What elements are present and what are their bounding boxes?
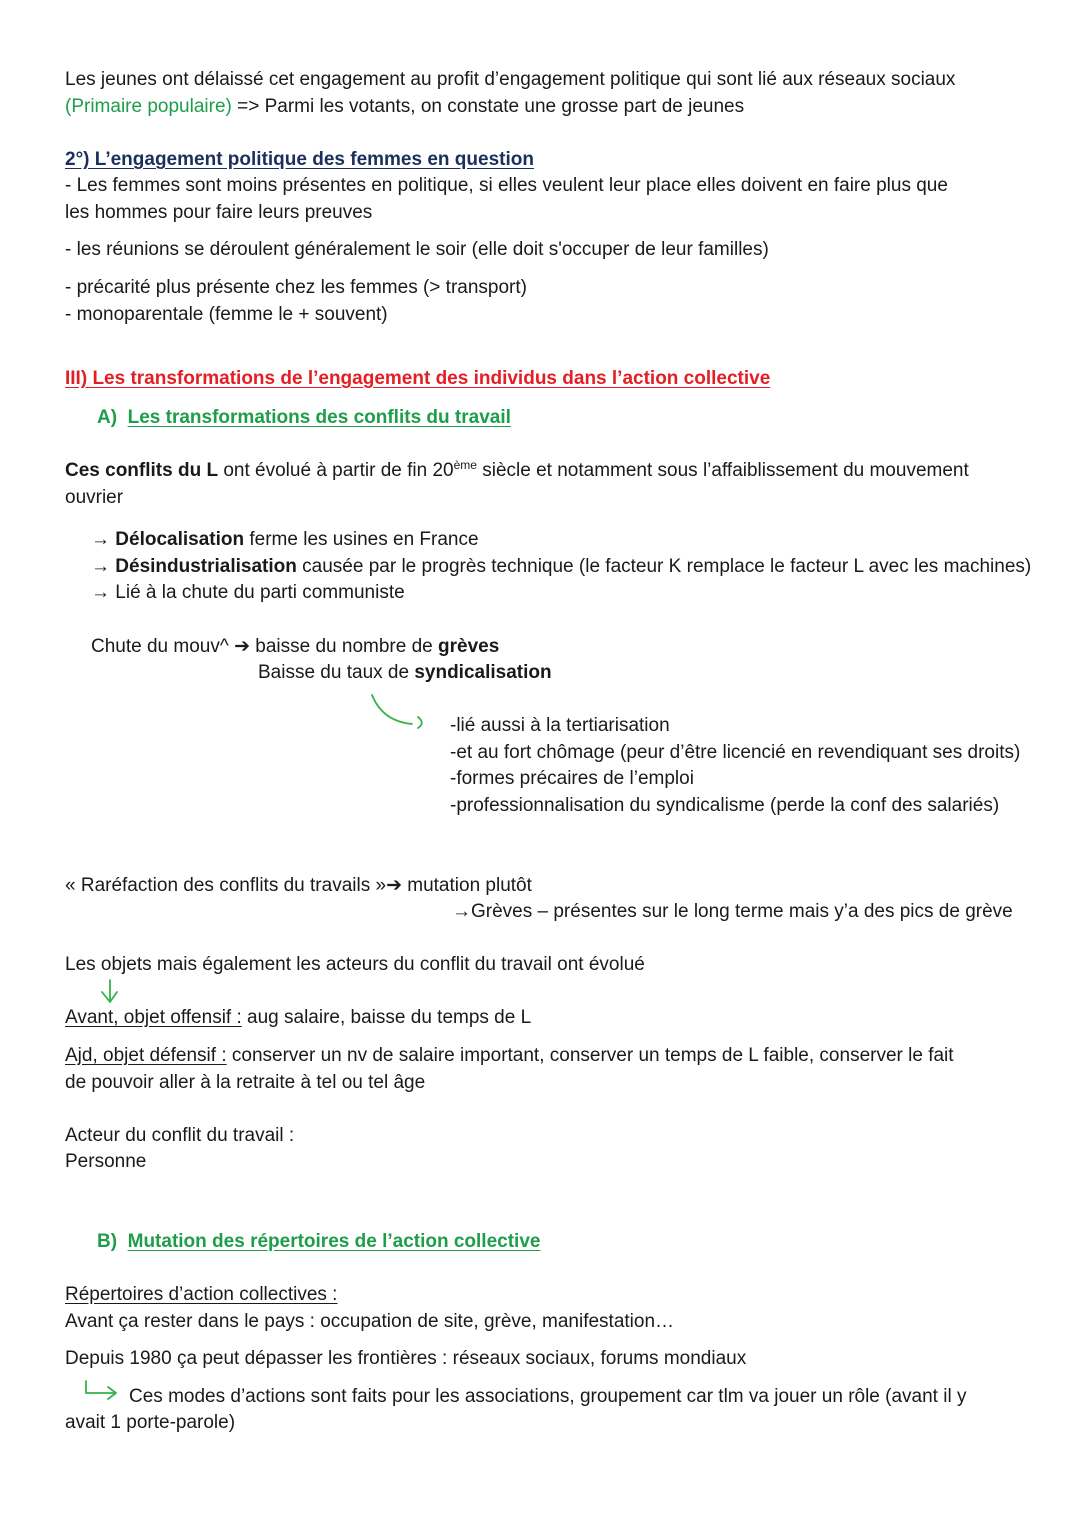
conflicts-intro-line-2: ouvrier — [65, 487, 124, 508]
women-bullet-3: - précarité plus présente chez les femmes (> transport) — [65, 277, 527, 298]
cause-professionnalisation: -professionnalisation du syndicalisme (perde la conf des salariés) — [450, 795, 1000, 816]
parti-communiste-item: → Lié à la chute du parti communiste — [91, 582, 405, 603]
bold-arrow-icon: ➔ — [234, 636, 250, 657]
part-3-heading: III) Les transformations de l’engagement des individus dans l’action collective — [65, 368, 771, 389]
modes-actions-line-2: avait 1 porte-parole) — [65, 1412, 236, 1433]
bold-arrow-icon: ➔ — [386, 875, 402, 896]
arrow-icon: → — [91, 529, 110, 550]
delocalisation-item: → Délocalisation ferme les usines en France — [91, 529, 479, 550]
handwritten-curved-arrow-icon — [368, 690, 438, 735]
subsection-b-heading: B) Mutation des répertoires de l’action collective — [97, 1231, 541, 1252]
conflicts-intro-line-1: Ces conflits du L ont évolué à partir de fin 20ème siècle et notamment sous l’affaiblissement du mouvement — [65, 458, 969, 481]
cause-formes-precaires: -formes précaires de l’emploi — [450, 768, 694, 789]
arrow-icon: → — [91, 556, 110, 577]
repertoires-depuis-1980: Depuis 1980 ça peut dépasser les frontières : réseaux sociaux, forums mondiaux — [65, 1348, 747, 1369]
acteur-label: Acteur du conflit du travail : — [65, 1125, 295, 1146]
cause-chomage: -et au fort chômage (peur d’être licencié en revendiquant ses droits) — [450, 742, 1021, 763]
arrow-icon: → — [452, 901, 471, 922]
avant-objet-offensif: Avant, objet offensif : aug salaire, baisse du temps de L — [65, 1007, 532, 1028]
rarefaction-line: « Raréfaction des conflits du travails »➔ mutation plutôt — [65, 875, 532, 896]
women-bullet-1-line-2: les hommes pour faire leurs preuves — [65, 202, 373, 223]
intro-line-2: (Primaire populaire) => Parmi les votants, on constate une grosse part de jeunes — [65, 96, 745, 117]
women-bullet-2: - les réunions se déroulent généralement le soir (elle doit s'occuper de leur familles) — [65, 239, 769, 260]
acteur-value: Personne — [65, 1151, 147, 1172]
greves-line: →Grèves – présentes sur le long terme mais y’a des pics de grève — [452, 901, 1013, 922]
primaire-populaire-label: (Primaire populaire) — [65, 96, 232, 117]
modes-actions-line-1: Ces modes d’actions sont faits pour les associations, groupement car tlm va jouer un rôle (avant il y — [129, 1386, 967, 1407]
handwritten-down-arrow-icon — [95, 977, 125, 1007]
subsection-a-heading: A) Les transformations des conflits du travail — [97, 407, 511, 428]
women-bullet-4: - monoparentale (femme le + souvent) — [65, 304, 388, 325]
chute-mouvement-line: Chute du mouv^ ➔ baisse du nombre de grèves — [91, 636, 500, 657]
handwritten-hook-arrow-icon — [80, 1378, 124, 1406]
desindustrialisation-item: → Désindustrialisation causée par le progrès technique (le facteur K remplace le facteur L avec les machines) — [91, 556, 1032, 577]
ajd-objet-defensif-line-1: Ajd, objet défensif : conserver un nv de salaire important, conserver un temps de L faible, conserver le fait — [65, 1045, 954, 1066]
objets-acteurs-line: Les objets mais également les acteurs du conflit du travail ont évolué — [65, 954, 645, 975]
section-2-heading: 2°) L’engagement politique des femmes en question — [65, 149, 534, 170]
women-bullet-1-line-1: - Les femmes sont moins présentes en politique, si elles veulent leur place elles doivent en faire plus que — [65, 175, 948, 196]
repertoires-heading: Répertoires d’action collectives : — [65, 1284, 338, 1305]
intro-line-1: Les jeunes ont délaissé cet engagement au profit d’engagement politique qui sont lié aux réseaux sociaux — [65, 69, 956, 90]
cause-tertiarisation: -lié aussi à la tertiarisation — [450, 715, 670, 736]
arrow-icon: → — [91, 582, 110, 603]
ajd-objet-defensif-line-2: de pouvoir aller à la retraite à tel ou tel âge — [65, 1072, 426, 1093]
repertoires-avant: Avant ça rester dans le pays : occupation de site, grève, manifestation… — [65, 1311, 675, 1332]
baisse-syndicalisation-line: Baisse du taux de syndicalisation — [258, 662, 552, 683]
